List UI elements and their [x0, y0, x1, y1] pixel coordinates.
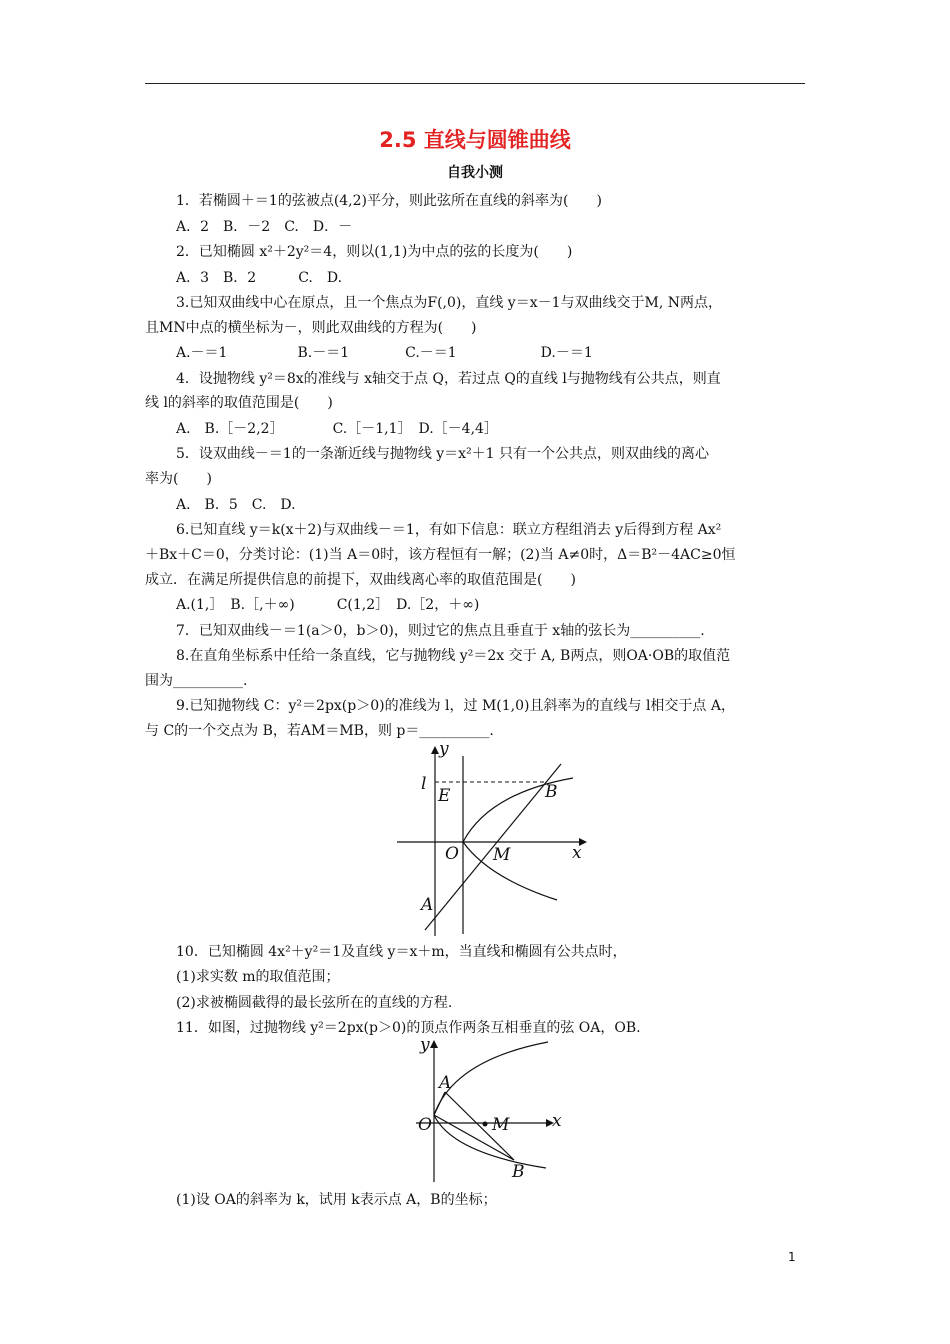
q10-part1: (1)求实数 m的取值范围；: [176, 969, 340, 985]
q3-stem: 3.已知双曲线中心在原点，且一个焦点为F(,0)，直线 y＝x－1与双曲线交于M, N两点，: [176, 295, 722, 311]
q11-stem: 11．如图，过抛物线 y²＝2px(p＞0)的顶点作两条互相垂直的弦 OA，OB.: [176, 1020, 641, 1036]
label-A: A: [421, 895, 434, 915]
section-subtitle: 自我小测: [447, 165, 503, 181]
q6-stem: 6.已知直线 y＝k(x＋2)与双曲线－＝1，有如下信息：联立方程组消去 y后得到方程 Ax²: [176, 522, 722, 538]
q1-stem: 1．若椭圆＋＝1的弦被点(4,2)平分，则此弦所在直线的斜率为( ): [176, 193, 602, 209]
figure-q9: [395, 738, 595, 938]
q3-stem-cont: 且MN中点的横坐标为－，则此双曲线的方程为( ): [145, 320, 477, 336]
q5-options: A. B．5 C. D.: [176, 497, 296, 513]
label-M: M: [493, 845, 511, 865]
q11-part1: (1)设 OA的斜率为 k，试用 k表示点 A，B的坐标；: [176, 1192, 497, 1208]
label-l: l: [421, 774, 427, 794]
label-O: O: [418, 1115, 432, 1135]
chord-OA: [434, 1092, 445, 1115]
q2-stem: 2．已知椭圆 x²＋2y²＝4，则以(1,1)为中点的弦的长度为( ): [176, 244, 573, 260]
label-M: M: [492, 1115, 510, 1135]
q6-stem-cont: ＋Bx＋C＝0，分类讨论：(1)当 A＝0时，该方程恒有一解；(2)当 A≠0时，Δ＝B²－4AC≥0恒: [145, 547, 736, 563]
q4-stem: 4．设抛物线 y²＝8x的准线与 x轴交于点 Q，若过点 Q的直线 l与抛物线有公共点，则直: [176, 371, 721, 387]
label-y: y: [439, 739, 449, 759]
label-y: y: [420, 1036, 430, 1055]
label-A: A: [439, 1073, 452, 1093]
point-M: [483, 1122, 488, 1127]
q2-options: A．3 B．2 C. D.: [176, 270, 343, 286]
y-axis-arrow: [430, 1040, 438, 1048]
q9-stem-cont: 与 C的一个交点为 B，若AM＝MB，则 p＝__________.: [145, 723, 494, 739]
q8-stem: 8.在直角坐标系中任给一条直线，它与抛物线 y²＝2x 交于 A, B两点，则OA·OB的取值范: [176, 648, 731, 664]
label-O: O: [445, 844, 459, 864]
y-axis-arrow: [431, 746, 439, 754]
label-E: E: [438, 786, 451, 806]
label-x: x: [572, 843, 582, 863]
q9-stem: 9.已知抛物线 C：y²＝2px(p＞0)的准线为 l，过 M(1,0)且斜率为的直线与 l相交于点 A，: [176, 698, 735, 714]
q4-options: A. B.［－2,2］ C.［－1,1］ D.［－4,4］: [176, 421, 498, 437]
header-rule: [145, 83, 805, 84]
q6-options: A.(1,］ B.［,＋∞) C(1,2］ D.［2，＋∞): [176, 597, 480, 613]
q4-stem-cont: 线 l的斜率的取值范围是( ): [145, 395, 333, 411]
q5-stem: 5．设双曲线－＝1的一条渐近线与抛物线 y＝x²＋1 只有一个公共点，则双曲线的离心: [176, 446, 710, 462]
q10-part2: (2)求被椭圆截得的最长弦所在的直线的方程.: [176, 995, 453, 1011]
label-B: B: [545, 782, 558, 802]
parabola-curve: [434, 1042, 548, 1168]
label-B: B: [512, 1162, 525, 1182]
page-number: 1: [788, 1250, 796, 1264]
q10-stem: 10．已知椭圆 4x²＋y²＝1及直线 y＝x＋m，当直线和椭圆有公共点时，: [176, 944, 627, 960]
q6-stem-cont2: 成立．在满足所提供信息的前提下，双曲线离心率的取值范围是( ): [145, 572, 576, 588]
page-title: 2.5 直线与圆锥曲线: [379, 128, 571, 152]
label-x: x: [552, 1111, 562, 1131]
q8-stem-cont: 围为__________.: [145, 673, 248, 689]
q7-stem: 7．已知双曲线－＝1(a＞0，b＞0)，则过它的焦点且垂直于 x轴的弦长为__________.: [176, 623, 705, 639]
q5-stem-cont: 率为( ): [145, 471, 212, 487]
q1-options: A．2 B．－2 C. D．－: [176, 219, 353, 235]
figure-q11: [412, 1036, 577, 1186]
q3-options: A.－＝1 B.－＝1 C.－＝1 D.－＝1: [176, 345, 593, 361]
